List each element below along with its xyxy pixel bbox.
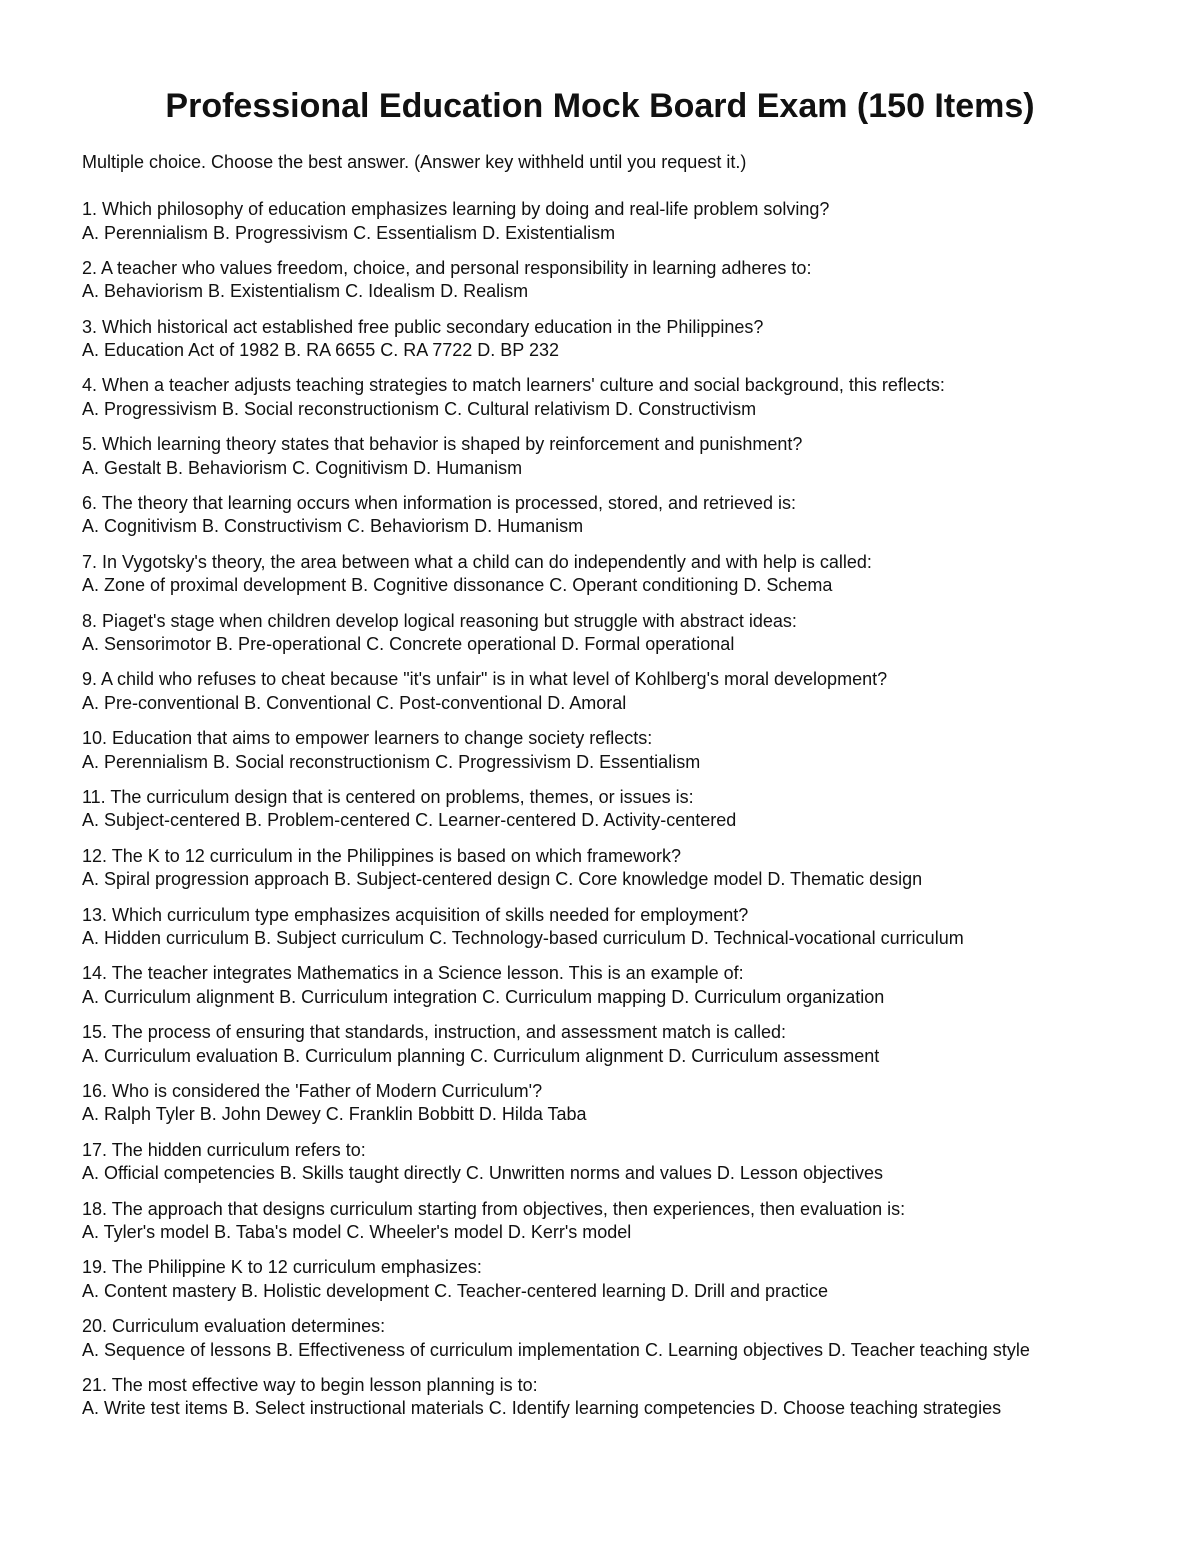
question-item: [82, 1080, 1182, 1139]
question-choices: A. Write test items B. Select instructional materials C. Identify learning competencies D. Choose teaching strategies: [82, 1398, 1002, 1419]
question-choices: A. Ralph Tyler B. John Dewey C. Franklin Bobbitt D. Hilda Taba: [82, 1104, 587, 1125]
question-choices: A. Curriculum evaluation B. Curriculum planning C. Curriculum alignment D. Curriculum assessment: [82, 1045, 880, 1066]
question-item: [82, 433, 1182, 492]
question-choices: A. Pre-conventional B. Conventional C. Post-conventional D. Amoral: [82, 692, 627, 713]
question-item: [82, 551, 1182, 610]
document-title: Professional Education Mock Board Exam (150 Items): [165, 87, 1035, 125]
question-choices: A. Gestalt B. Behaviorism C. Cognitivism D. Humanism: [82, 457, 523, 478]
question-stem: 19. The Philippine K to 12 curriculum emphasizes:: [82, 1257, 482, 1278]
question-choices: A. Education Act of 1982 B. RA 6655 C. RA 7722 D. BP 232: [82, 340, 559, 361]
question-item: [82, 962, 1182, 1021]
question-item: [82, 845, 1182, 904]
question-item: [82, 1198, 1182, 1257]
question-stem: 11. The curriculum design that is centered on problems, themes, or issues is:: [82, 786, 694, 807]
question-choices: A. Progressivism B. Social reconstructionism C. Cultural relativism D. Constructivism: [82, 398, 757, 419]
question-stem: 12. The K to 12 curriculum in the Philippines is based on which framework?: [82, 845, 681, 866]
question-choices: A. Tyler's model B. Taba's model C. Wheeler's model D. Kerr's model: [82, 1222, 632, 1243]
question-stem: 6. The theory that learning occurs when information is processed, stored, and retrieved is:: [82, 492, 797, 513]
question-choices: A. Curriculum alignment B. Curriculum integration C. Curriculum mapping D. Curriculum organization: [82, 986, 885, 1007]
question-list: [82, 198, 1182, 1433]
question-item: [82, 904, 1182, 963]
question-item: [82, 492, 1182, 551]
question-item: [82, 1374, 1182, 1433]
question-choices: A. Behaviorism B. Existentialism C. Idealism D. Realism: [82, 281, 529, 302]
question-choices: A. Cognitivism B. Constructivism C. Behaviorism D. Humanism: [82, 516, 584, 537]
question-item: [82, 1139, 1182, 1198]
question-stem: 8. Piaget's stage when children develop logical reasoning but struggle with abstract ideas:: [82, 610, 797, 631]
question-item: [82, 786, 1182, 845]
question-stem: 15. The process of ensuring that standards, instruction, and assessment match is called:: [82, 1022, 787, 1043]
question-choices: A. Zone of proximal development B. Cognitive dissonance C. Operant conditioning D. Schema: [82, 575, 833, 596]
question-item: [82, 1256, 1182, 1315]
question-item: [82, 374, 1182, 433]
question-choices: A. Spiral progression approach B. Subject-centered design C. Core knowledge model D. Thematic design: [82, 869, 923, 890]
question-choices: A. Perennialism B. Progressivism C. Essentialism D. Existentialism: [82, 222, 616, 243]
question-stem: 2. A teacher who values freedom, choice, and personal responsibility in learning adheres to:: [82, 257, 812, 278]
question-stem: 16. Who is considered the 'Father of Modern Curriculum'?: [82, 1080, 543, 1101]
question-stem: 4. When a teacher adjusts teaching strategies to match learners' culture and social background, this reflects:: [82, 375, 945, 396]
question-stem: 10. Education that aims to empower learners to change society reflects:: [82, 728, 653, 749]
question-stem: 3. Which historical act established free public secondary education in the Philippines?: [82, 316, 764, 337]
question-stem: 5. Which learning theory states that behavior is shaped by reinforcement and punishment?: [82, 434, 803, 455]
question-stem: 17. The hidden curriculum refers to:: [82, 1139, 366, 1160]
question-item: [82, 198, 1182, 257]
question-stem: 1. Which philosophy of education emphasizes learning by doing and real-life problem solving?: [82, 199, 830, 219]
question-choices: A. Sensorimotor B. Pre-operational C. Concrete operational D. Formal operational: [82, 634, 735, 655]
question-item: [82, 668, 1182, 727]
question-choices: A. Official competencies B. Skills taught directly C. Unwritten norms and values D. Lesson objectives: [82, 1163, 884, 1184]
question-item: [82, 610, 1182, 669]
question-stem: 14. The teacher integrates Mathematics in a Science lesson. This is an example of:: [82, 963, 744, 984]
question-stem: 7. In Vygotsky's theory, the area between what a child can do independently and with help is called:: [82, 551, 872, 572]
question-choices: A. Sequence of lessons B. Effectiveness of curriculum implementation C. Learning objectives D. Teacher teaching style: [82, 1339, 1030, 1360]
question-stem: 21. The most effective way to begin lesson planning is to:: [82, 1374, 538, 1395]
question-choices: A. Perennialism B. Social reconstructionism C. Progressivism D. Essentialism: [82, 751, 701, 772]
question-item: [82, 727, 1182, 786]
question-item: [82, 1315, 1182, 1374]
question-item: [82, 257, 1182, 316]
question-stem: 18. The approach that designs curriculum starting from objectives, then experiences, then evaluation is:: [82, 1198, 906, 1219]
question-choices: A. Content mastery B. Holistic development C. Teacher-centered learning D. Drill and practice: [82, 1280, 829, 1301]
question-stem: 9. A child who refuses to cheat because "it's unfair" is in what level of Kohlberg's moral development?: [82, 669, 888, 690]
question-item: [82, 1021, 1182, 1080]
question-choices: A. Subject-centered B. Problem-centered C. Learner-centered D. Activity-centered: [82, 810, 737, 831]
exam-instructions: Multiple choice. Choose the best answer. (Answer key withheld until you request it.): [82, 152, 747, 172]
question-item: [82, 316, 1182, 375]
question-choices: A. Hidden curriculum B. Subject curriculum C. Technology-based curriculum D. Technical-vocational curriculum: [82, 928, 964, 949]
question-stem: 13. Which curriculum type emphasizes acquisition of skills needed for employment?: [82, 904, 749, 925]
question-stem: 20. Curriculum evaluation determines:: [82, 1316, 386, 1337]
